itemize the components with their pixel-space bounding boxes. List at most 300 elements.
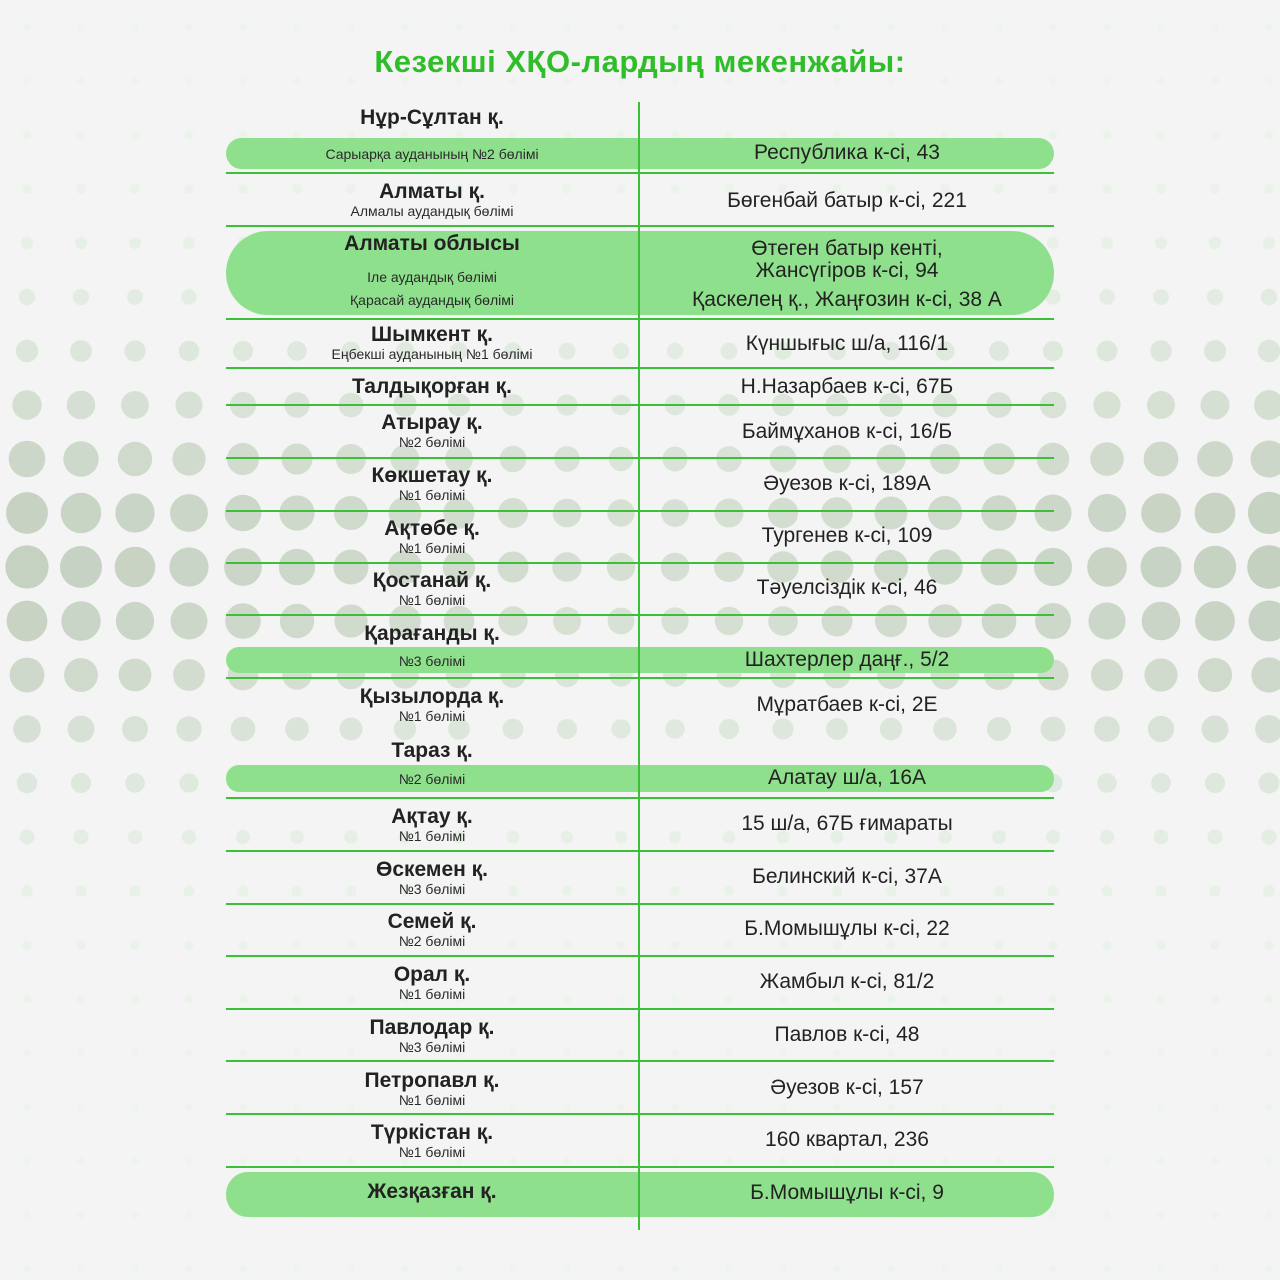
branch-name: Сарыарқа ауданының №2 бөлімі: [325, 146, 539, 162]
address: Әуезов к-сі, 157: [770, 1076, 924, 1099]
background-dot: [118, 442, 152, 476]
background-dot: [130, 940, 140, 950]
background-dot: [401, 1265, 409, 1273]
address: Павлов к-сі, 48: [774, 1023, 920, 1046]
background-dot: [1210, 940, 1220, 950]
background-dot: [184, 940, 193, 949]
city-name: Қостанай қ.: [372, 569, 492, 592]
branch-name: №1 бөлімі: [398, 592, 466, 608]
table-row: [226, 570, 638, 608]
background-dot: [1211, 23, 1219, 31]
background-dot: [129, 237, 141, 249]
row-divider: [226, 1008, 1054, 1010]
page-title: Кезекші ХҚО-лардың мекенжайы:: [374, 44, 906, 79]
background-dot: [779, 1049, 787, 1057]
background-dot: [880, 718, 902, 740]
table-row: [226, 623, 638, 645]
background-dot: [171, 603, 208, 640]
address-cell: [640, 1182, 1054, 1204]
background-dot: [1204, 340, 1226, 362]
background-dot: [671, 1265, 679, 1273]
background-dot: [886, 940, 895, 949]
city-name: Ақтөбе қ.: [384, 517, 480, 540]
background-dot: [131, 131, 140, 140]
address-cell: [640, 971, 1054, 993]
address: 15 ш/а, 67Б ғимараты: [741, 812, 953, 835]
background-dot: [76, 184, 86, 194]
city-name: Ақтау қ.: [391, 805, 473, 828]
background-dot: [1157, 1157, 1165, 1165]
background-dot: [661, 607, 688, 634]
table-row: [226, 518, 638, 556]
background-dot: [833, 1049, 841, 1057]
background-dot: [239, 23, 247, 31]
background-dot: [1265, 1049, 1273, 1057]
table-row: [226, 1181, 638, 1203]
background-dot: [131, 1157, 139, 1165]
branch-name: №3 бөлімі: [398, 653, 466, 669]
row-divider: [226, 1113, 1054, 1115]
branch-name: №1 бөлімі: [398, 708, 466, 724]
background-dot: [941, 995, 950, 1004]
background-dot: [563, 1265, 571, 1273]
background-dot: [1208, 830, 1223, 845]
background-dot: [185, 1211, 193, 1219]
table-row: [226, 964, 638, 1002]
background-dot: [1049, 995, 1058, 1004]
background-dot: [1049, 1103, 1057, 1111]
background-dot: [930, 444, 960, 474]
background-dot: [1210, 184, 1220, 194]
background-dot: [75, 885, 87, 897]
background-dot: [725, 1157, 733, 1165]
row-divider: [226, 614, 1054, 616]
background-dot: [19, 829, 34, 844]
table-row: [226, 233, 638, 255]
row-divider: [226, 367, 1054, 369]
background-dot: [779, 995, 787, 1003]
background-dot: [115, 547, 156, 588]
background-dot: [1211, 1103, 1219, 1111]
background-dot: [983, 443, 1014, 474]
background-dot: [179, 341, 200, 362]
background-dot: [768, 606, 798, 636]
background-dot: [665, 719, 684, 738]
background-dot: [183, 885, 194, 896]
table-row: [226, 412, 638, 450]
background-dot: [1049, 1157, 1057, 1165]
background-dot: [1041, 717, 1066, 742]
background-dot: [121, 391, 149, 419]
background-dot: [22, 184, 32, 194]
address: Бөгенбай батыр к-сі, 221: [727, 189, 967, 212]
background-dot: [995, 1049, 1003, 1057]
background-dot: [1254, 390, 1280, 420]
background-dot: [725, 1103, 733, 1111]
address-cell: [640, 813, 1054, 835]
row-divider: [226, 677, 1054, 679]
background-dot: [1087, 547, 1127, 587]
branch-name: №3 бөлімі: [398, 1039, 466, 1055]
background-dot: [715, 607, 743, 635]
background-dot: [1195, 601, 1235, 641]
address-cell: [640, 421, 1054, 443]
background-dot: [172, 442, 205, 475]
background-dot: [1100, 830, 1114, 844]
background-dot: [661, 499, 689, 527]
address: Әуезов к-сі, 189А: [763, 472, 931, 495]
background-dot: [1097, 341, 1118, 362]
table-row: [226, 107, 638, 129]
branch-name: Алмалы аудандық бөлімі: [350, 203, 514, 219]
background-dot: [131, 1049, 139, 1057]
city-name: Семей қ.: [387, 910, 477, 933]
background-dot: [128, 830, 143, 845]
address: Мұратбаев к-сі, 2Е: [756, 693, 938, 716]
background-dot: [617, 23, 625, 31]
background-dot: [941, 1265, 949, 1273]
background-dot: [779, 1157, 787, 1165]
background-dot: [239, 1265, 247, 1273]
background-dot: [887, 1265, 895, 1273]
background-dot: [12, 390, 41, 419]
background-dot: [455, 1265, 463, 1273]
background-dot: [1037, 443, 1070, 476]
background-dot: [1261, 289, 1278, 306]
address-cell: [640, 1024, 1054, 1046]
address-cell: [640, 767, 1054, 789]
background-dot: [1202, 716, 1229, 743]
address: Б.Момышұлы к-сі, 9: [750, 1181, 944, 1204]
row-divider: [226, 225, 1054, 227]
address: Алатау ш/а, 16А: [767, 766, 927, 789]
background-dot: [74, 830, 89, 845]
background-dot: [1141, 547, 1182, 588]
background-dot: [1209, 885, 1221, 897]
row-divider: [226, 955, 1054, 957]
background-dot: [1088, 494, 1126, 532]
background-dot: [987, 717, 1011, 741]
background-dot: [995, 1103, 1003, 1111]
background-dot: [1154, 830, 1169, 845]
background-dot: [1049, 1211, 1057, 1219]
table-row: [226, 806, 638, 844]
background-dot: [995, 23, 1003, 31]
table-row: [226, 1122, 638, 1160]
branch-name: №1 бөлімі: [398, 828, 466, 844]
background-dot: [347, 23, 355, 31]
background-dot: [23, 1157, 31, 1165]
background-dot: [779, 941, 788, 950]
address-cell: [640, 918, 1054, 940]
address-cell: [640, 577, 1054, 599]
background-dot: [1156, 940, 1166, 950]
background-dot: [347, 1265, 355, 1273]
background-dot: [131, 1265, 139, 1273]
city-name: Атырау қ.: [381, 411, 483, 434]
address-cell: [640, 190, 1054, 212]
row-divider: [226, 850, 1054, 852]
city-name: Петропавл қ.: [364, 1069, 500, 1092]
background-dot: [131, 1211, 139, 1219]
background-dot: [1264, 184, 1274, 194]
background-dot: [293, 23, 301, 31]
address: Жамбыл к-сі, 81/2: [759, 970, 935, 993]
background-dot: [22, 940, 32, 950]
background-dot: [1102, 940, 1111, 949]
branch-cell: [226, 146, 638, 162]
background-dot: [293, 1265, 301, 1273]
background-dot: [10, 658, 45, 693]
background-dot: [1248, 492, 1280, 534]
background-dot: [823, 445, 851, 473]
background-dot: [1211, 995, 1220, 1004]
background-dot: [61, 493, 101, 533]
background-dot: [1103, 23, 1111, 31]
background-dot: [124, 340, 145, 361]
background-dot: [941, 1049, 949, 1057]
background-dot: [1142, 602, 1181, 641]
address-cell: [640, 473, 1054, 495]
background-dot: [71, 773, 91, 793]
address-cell: [640, 376, 1054, 398]
city-name: Талдықорған қ.: [351, 375, 513, 398]
background-dot: [1211, 1211, 1219, 1219]
address: Белинский к-сі, 37А: [752, 865, 942, 888]
background-dot: [1103, 131, 1112, 140]
address-cell: [640, 1129, 1054, 1151]
background-dot: [9, 441, 46, 478]
background-dot: [887, 23, 895, 31]
address: Тәуелсіздік к-сі, 46: [756, 576, 938, 599]
background-dot: [826, 718, 848, 740]
address-cell: [640, 866, 1054, 888]
background-dot: [185, 1103, 193, 1111]
background-dot: [176, 392, 203, 419]
background-dot: [1157, 23, 1165, 31]
background-dot: [131, 995, 140, 1004]
address: Б.Момышұлы к-сі, 22: [744, 917, 950, 940]
background-dot: [185, 1157, 193, 1165]
background-dot: [1103, 1049, 1111, 1057]
branch-cell: [226, 269, 638, 285]
background-dot: [1099, 289, 1115, 305]
background-dot: [940, 940, 949, 949]
background-dot: [770, 446, 797, 473]
background-dot: [725, 995, 733, 1003]
background-dot: [1258, 340, 1280, 362]
background-dot: [1194, 546, 1236, 588]
background-dot: [1155, 237, 1167, 249]
background-dot: [1156, 184, 1166, 194]
background-dot: [671, 1103, 679, 1111]
background-dot: [1211, 1049, 1219, 1057]
background-dot: [1263, 237, 1275, 249]
branch-name: №1 бөлімі: [398, 487, 466, 503]
row-divider: [226, 1060, 1054, 1062]
row-divider: [226, 510, 1054, 512]
row-divider: [226, 903, 1054, 905]
background-dot: [725, 23, 733, 31]
background-dot: [725, 941, 734, 950]
background-dot: [1211, 1157, 1219, 1165]
background-dot: [941, 1157, 949, 1165]
background-dot: [1211, 1265, 1219, 1273]
background-dot: [23, 1265, 31, 1273]
background-dot: [1157, 995, 1166, 1004]
background-dot: [125, 773, 145, 793]
branch-name: №1 бөлімі: [398, 540, 466, 556]
background-dot: [833, 1265, 841, 1273]
address-cell: [640, 238, 1054, 282]
background-dot: [455, 23, 463, 31]
address: Қаскелең қ., Жаңғозин к-сі, 38 А: [692, 288, 1002, 311]
branch-name: №2 бөлімі: [398, 434, 466, 450]
background-dot: [1263, 885, 1275, 897]
branch-cell: [226, 771, 638, 787]
background-dot: [1155, 885, 1166, 896]
background-dot: [21, 237, 33, 249]
background-dot: [773, 719, 794, 740]
branch-name: Қарасай аудандық бөлімі: [350, 292, 514, 308]
background-dot: [1197, 441, 1233, 477]
background-dot: [179, 773, 198, 792]
address: Шахтерлер даңғ., 5/2: [744, 648, 950, 671]
background-dot: [1265, 23, 1273, 31]
background-dot: [994, 940, 1003, 949]
background-dot: [73, 289, 89, 305]
branch-cell: [226, 292, 638, 308]
background-dot: [173, 659, 205, 691]
background-dot: [1103, 995, 1112, 1004]
row-divider: [226, 1166, 1054, 1168]
background-dot: [982, 604, 1017, 639]
background-dot: [5, 545, 48, 588]
background-dot: [509, 23, 517, 31]
background-dot: [1249, 601, 1280, 642]
background-dot: [1049, 1265, 1057, 1273]
background-dot: [928, 604, 961, 637]
background-dot: [671, 995, 679, 1003]
address: Күншығыс ш/а, 116/1: [745, 332, 949, 355]
background-dot: [1090, 442, 1124, 476]
background-dot: [1265, 995, 1274, 1004]
background-dot: [933, 717, 956, 740]
background-dot: [13, 715, 41, 743]
branch-name: №2 бөлімі: [398, 771, 466, 787]
background-dot: [779, 1265, 787, 1273]
background-dot: [1093, 391, 1120, 418]
background-dot: [185, 1265, 193, 1273]
city-name: Алматы облысы: [344, 232, 520, 255]
address-cell: [640, 649, 1054, 671]
background-dot: [1265, 1157, 1273, 1165]
branch-name: №1 бөлімі: [398, 986, 466, 1002]
background-dot: [184, 184, 194, 194]
background-dot: [1049, 23, 1057, 31]
city-name: Шымкент қ.: [371, 323, 493, 346]
background-dot: [725, 1265, 733, 1273]
background-dot: [183, 237, 195, 249]
background-dot: [1144, 442, 1179, 477]
background-dot: [833, 1157, 841, 1165]
address: Жансүгіров к-сі, 94: [755, 259, 939, 282]
address-cell: [640, 333, 1054, 355]
background-dot: [1103, 1211, 1111, 1219]
background-dot: [1091, 659, 1123, 691]
background-dot: [1102, 184, 1112, 194]
background-dot: [16, 340, 38, 362]
background-dot: [1049, 1049, 1057, 1057]
background-dot: [1147, 391, 1175, 419]
background-dot: [671, 23, 679, 31]
background-dot: [170, 494, 208, 532]
background-dot: [822, 606, 853, 637]
branch-cell: [226, 653, 638, 669]
background-dot: [61, 601, 100, 640]
background-dot: [185, 23, 193, 31]
background-dot: [1259, 773, 1280, 794]
background-dot: [131, 23, 139, 31]
background-dot: [779, 23, 787, 31]
background-dot: [1265, 1265, 1273, 1273]
background-dot: [617, 1265, 625, 1273]
background-dot: [1103, 1265, 1111, 1273]
address: 160 квартал, 236: [765, 1128, 929, 1151]
background-dot: [127, 289, 143, 305]
background-dot: [1255, 715, 1280, 743]
background-dot: [23, 1049, 31, 1057]
background-dot: [671, 1157, 679, 1165]
city-name: Нұр-Сұлтан қ.: [360, 106, 504, 129]
address: Өтеген батыр кенті,: [751, 237, 943, 260]
table-row: [226, 740, 638, 762]
table-row: [226, 1017, 638, 1055]
background-dot: [1251, 657, 1280, 692]
row-divider: [226, 797, 1054, 799]
background-dot: [1157, 1211, 1165, 1219]
background-dot: [181, 289, 196, 304]
background-dot: [401, 23, 409, 31]
table-row: [226, 465, 638, 503]
branch-name: №1 бөлімі: [398, 1092, 466, 1108]
background-dot: [1101, 885, 1112, 896]
background-dot: [1265, 131, 1274, 140]
background-dot: [1101, 237, 1113, 249]
address-cell: [640, 694, 1054, 716]
background-dot: [77, 1211, 85, 1219]
background-dot: [122, 716, 148, 742]
background-dot: [715, 499, 744, 528]
background-dot: [716, 446, 742, 472]
background-dot: [1103, 1157, 1111, 1165]
background-dot: [1088, 602, 1125, 639]
background-dot: [779, 1103, 787, 1111]
background-dot: [70, 340, 92, 362]
address: Н.Назарбаев к-сі, 67Б: [740, 375, 954, 398]
background-dot: [1247, 545, 1280, 589]
city-name: Орал қ.: [393, 963, 471, 986]
background-dot: [1157, 1049, 1165, 1057]
background-dot: [1048, 940, 1057, 949]
background-dot: [833, 1103, 841, 1111]
branch-name: №1 бөлімі: [398, 1144, 466, 1160]
background-dot: [60, 546, 102, 588]
background-dot: [1141, 493, 1181, 533]
background-dot: [119, 659, 152, 692]
background-dot: [1148, 716, 1174, 742]
background-dot: [995, 1265, 1003, 1273]
